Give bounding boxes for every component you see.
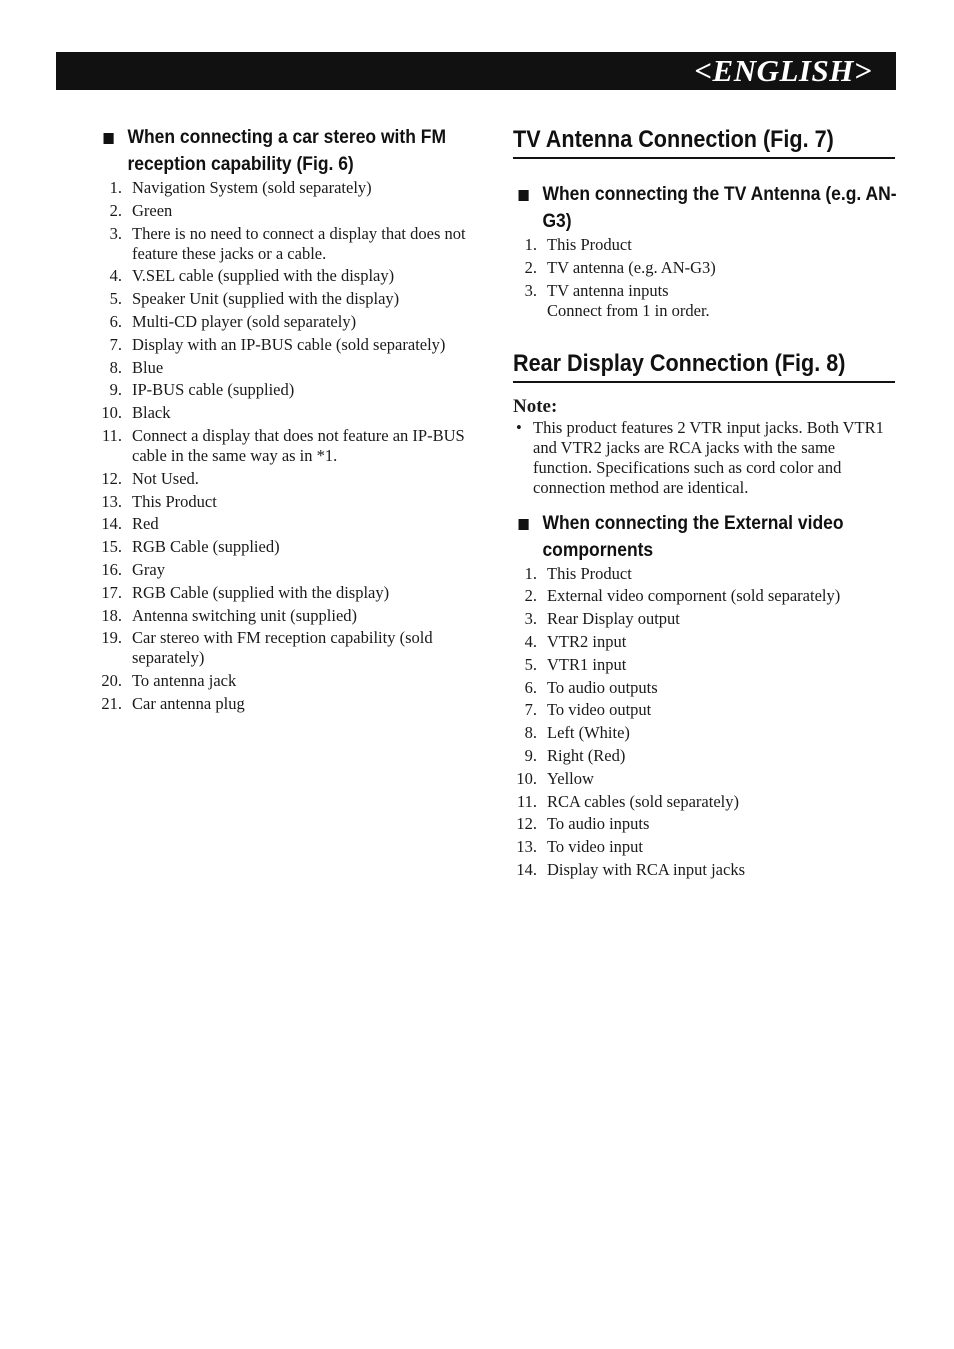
item-text: Connect a display that does not feature an IP-BUS cable in the same way as in *1. xyxy=(132,425,465,465)
list-item xyxy=(98,335,488,355)
item-number: 1. xyxy=(524,235,537,254)
rear-display-title xyxy=(513,348,895,383)
item-text: RCA cables (sold separately) xyxy=(547,791,739,811)
item-text: There is no need to connect a display that does not feature these jacks or a cable. xyxy=(132,223,466,263)
item-text: TV antenna (e.g. AN-G3) xyxy=(547,257,716,277)
header-bar xyxy=(56,52,896,90)
item-text: This Product xyxy=(547,563,632,583)
item-text: External video compornent (sold separately) xyxy=(547,586,841,606)
item-number: 3. xyxy=(524,609,537,629)
note-bullet xyxy=(513,418,895,498)
tv-antenna-title xyxy=(513,124,895,159)
list-item xyxy=(98,694,488,714)
item-text: Yellow xyxy=(547,768,594,788)
item-number: 10. xyxy=(516,768,537,788)
external-video-subheading xyxy=(513,510,922,564)
item-text: Left (White) xyxy=(547,723,630,743)
list-item xyxy=(513,586,895,606)
item-text: TV antenna inputs xyxy=(547,280,669,300)
item-number: 18. xyxy=(101,605,122,625)
item-number: 14. xyxy=(516,859,537,879)
item-number: 5. xyxy=(109,289,122,309)
list-item xyxy=(98,266,488,286)
list-item xyxy=(513,700,895,720)
item-number: 15. xyxy=(101,537,122,557)
list-item xyxy=(98,289,488,309)
item-text: To audio inputs xyxy=(547,814,650,834)
tv-continuation: Connect from 1 in order. xyxy=(547,300,710,320)
item-number: 21. xyxy=(101,693,122,713)
item-text: To antenna jack xyxy=(132,671,237,691)
list-item xyxy=(98,560,488,580)
item-number: 12. xyxy=(101,468,122,488)
tv-antenna-subheading xyxy=(513,181,922,235)
item-number: 1. xyxy=(524,563,537,583)
item-number: 3. xyxy=(109,223,122,243)
list-item xyxy=(513,746,895,766)
item-text: Right (Red) xyxy=(547,745,626,765)
item-number: 16. xyxy=(101,559,122,579)
list-item xyxy=(98,312,488,332)
item-text: RGB Cable (supplied) xyxy=(132,537,280,557)
item-text: Not Used. xyxy=(132,468,199,488)
item-number: 13. xyxy=(101,491,122,511)
list-item xyxy=(513,655,895,675)
list-item xyxy=(98,671,488,691)
item-text: Gray xyxy=(132,559,165,579)
list-item xyxy=(513,678,895,698)
item-text: Display with an IP-BUS cable (sold separately) xyxy=(132,334,446,354)
item-text: Car antenna plug xyxy=(132,693,245,713)
item-number: 2. xyxy=(109,200,122,220)
item-text: Green xyxy=(132,200,173,220)
list-item xyxy=(98,178,488,198)
item-text: To video input xyxy=(547,837,644,857)
item-number: 17. xyxy=(101,582,122,602)
item-number: 11. xyxy=(516,791,537,811)
item-number: 1. xyxy=(109,178,122,197)
fm-stereo-subheading-text: When connecting a car stereo with FM reception capability (Fig. 6) xyxy=(127,127,447,175)
list-item xyxy=(513,860,895,880)
list-item xyxy=(98,537,488,557)
list-item xyxy=(513,792,895,812)
item-number: 13. xyxy=(516,837,537,857)
item-number: 2. xyxy=(524,257,537,277)
item-text: To video output xyxy=(547,700,652,720)
list-item xyxy=(98,628,488,668)
square-bullet-icon xyxy=(104,133,114,144)
list-item xyxy=(513,769,895,789)
item-text: RGB Cable (supplied with the display) xyxy=(132,582,390,602)
item-text: This Product xyxy=(132,491,217,511)
list-item xyxy=(513,723,895,743)
item-text: IP-BUS cable (supplied) xyxy=(132,380,295,400)
item-text: Car stereo with FM reception capability (sold separately) xyxy=(132,628,433,668)
item-number: 8. xyxy=(109,357,122,377)
note-label: Note: xyxy=(513,395,558,417)
external-video-subheading-text: When connecting the External video compornents xyxy=(542,512,844,561)
item-number: 20. xyxy=(101,671,122,691)
list-item xyxy=(513,281,895,301)
item-number: 12. xyxy=(516,814,537,834)
list-item xyxy=(98,492,488,512)
note-text: This product features 2 VTR input jacks. Both VTR1 and VTR2 jacks are RCA jacks with the same function. Specifications such as cord color and connection method are identical. xyxy=(533,417,884,497)
item-number: 7. xyxy=(524,700,537,720)
tv-antenna-title-text: TV Antenna Connection (Fig. 7) xyxy=(513,126,834,153)
item-number: 14. xyxy=(101,514,122,534)
list-item xyxy=(513,814,895,834)
square-bullet-icon xyxy=(519,519,529,530)
item-text: Antenna switching unit (supplied) xyxy=(132,605,358,625)
item-number: 4. xyxy=(524,631,537,651)
item-text: Red xyxy=(132,514,159,534)
item-text: To audio outputs xyxy=(547,677,658,697)
item-number: 10. xyxy=(101,403,122,423)
item-text: Speaker Unit (supplied with the display) xyxy=(132,289,400,309)
square-bullet-icon xyxy=(519,190,529,201)
item-number: 6. xyxy=(109,311,122,331)
list-item xyxy=(513,258,895,278)
tv-antenna-subheading-text: When connecting the TV Antenna (e.g. AN-G3) xyxy=(542,184,897,232)
item-number: 11. xyxy=(101,425,122,445)
item-text: This Product xyxy=(547,235,632,254)
list-item xyxy=(98,224,488,264)
list-item xyxy=(513,235,895,255)
item-text: Navigation System (sold separately) xyxy=(132,178,372,197)
language-title: <ENGLISH> xyxy=(694,53,872,88)
rear-display-title-text: Rear Display Connection (Fig. 8) xyxy=(513,349,846,377)
list-item xyxy=(98,514,488,534)
list-item xyxy=(98,583,488,603)
item-number: 7. xyxy=(109,334,122,354)
list-item xyxy=(98,358,488,378)
item-text: VTR1 input xyxy=(547,654,627,674)
item-number: 4. xyxy=(109,266,122,286)
list-item xyxy=(98,201,488,221)
item-number: 8. xyxy=(524,723,537,743)
item-text: Black xyxy=(132,403,171,423)
list-item xyxy=(513,609,895,629)
fig6-legend-list xyxy=(98,178,488,714)
item-number: 9. xyxy=(109,380,122,400)
item-number: 5. xyxy=(524,654,537,674)
list-item xyxy=(98,426,488,466)
item-text: Rear Display output xyxy=(547,609,680,629)
list-item xyxy=(98,606,488,626)
fig8-legend-list xyxy=(513,564,895,880)
item-text: Multi-CD player (sold separately) xyxy=(132,311,357,331)
list-item xyxy=(513,564,895,584)
list-item xyxy=(513,837,895,857)
list-item xyxy=(98,403,488,423)
left-column xyxy=(98,124,488,717)
item-number: 6. xyxy=(524,677,537,697)
item-text: V.SEL cable (supplied with the display) xyxy=(132,266,395,286)
item-text: VTR2 input xyxy=(547,631,627,651)
fig7-legend-list xyxy=(513,235,895,301)
fm-stereo-subheading xyxy=(98,124,515,178)
item-number: 2. xyxy=(524,586,537,606)
item-number: 19. xyxy=(101,628,122,648)
list-item xyxy=(98,469,488,489)
item-number: 3. xyxy=(524,280,537,300)
right-column xyxy=(513,124,895,883)
item-text: Blue xyxy=(132,357,164,377)
item-text: Display with RCA input jacks xyxy=(547,859,745,879)
bullet-dot-icon: • xyxy=(516,417,522,437)
item-number: 9. xyxy=(524,745,537,765)
list-item xyxy=(513,632,895,652)
list-item xyxy=(98,380,488,400)
